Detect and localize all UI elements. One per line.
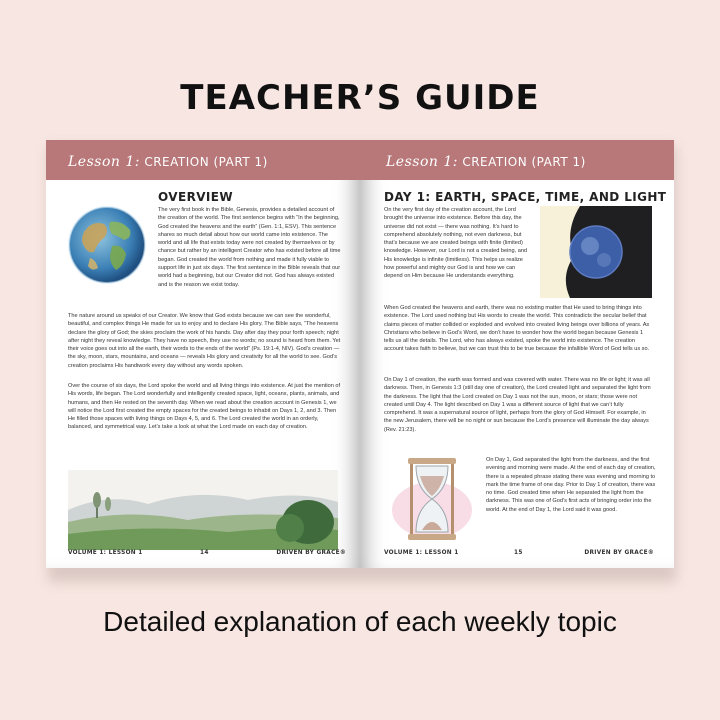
lesson-header-band	[46, 140, 360, 180]
section-title: DAY 1: EARTH, SPACE, TIME, AND LIGHT	[384, 190, 667, 204]
footer-page-number: 15	[514, 550, 523, 556]
overview-paragraph-1: The very first book in the Bible, Genesis, provides a detailed account of the creation of the world. The first sentence begins with “In the beginning, God created the heavens and the earth” (Gen. 1:1, ESV). This sentence shares so much detail about how our world came into existence. The world and all life that exists today were not created by themselves or by chance but rather by an intelligent Creator who has existed before all time began. God created the world from nothing and made it fully viable to support life in just six days. The first sentence in the Bible reveals that our world had a beginning, but our Creator did not. God has always existed and is the reason we exist today.	[158, 207, 341, 288]
headline: TEACHER’S GUIDE	[180, 78, 540, 118]
open-book	[42, 136, 678, 576]
footer-volume: VOLUME 1: LESSON 1	[384, 550, 459, 556]
landscape-watercolor	[68, 470, 338, 550]
footer-brand: DRIVEN BY GRACE®	[584, 550, 654, 556]
lesson-title: CREATION (PART 1)	[144, 155, 268, 169]
right-page	[360, 140, 674, 568]
moon-watercolor-icon	[540, 206, 652, 298]
earth-watercolor-icon	[64, 202, 150, 288]
left-page	[46, 140, 360, 568]
caption: Detailed explanation of each weekly topic	[103, 606, 617, 637]
overview-paragraph-2: The nature around us speaks of our Creator. We know that God exists because we can see the wonderful, beautiful, and complex things He made for us to enjoy and to declare His glory. The Bible says, “The heavens declare the glory of God; the skies proclaim the work of his hands. Day after day they pour forth speech; night after night they reveal knowledge. They have no speech, they use no words; no sound is heard from them. Yet their voice goes out into all the earth, their words to the ends of the world” (Ps. 19:1-4, NIV). God’s creation — the sky, moon, stars, mountains, and oceans — reveals His glory and creativity for all the world to see. God’s creation proclaims His handiwork every day without any words spoken.	[68, 313, 341, 369]
lesson-header-band	[360, 140, 674, 180]
footer-page-number: 14	[200, 550, 209, 556]
lesson-label: Lesson 1:	[68, 154, 140, 170]
day1-paragraph-3: On Day 1 of creation, the earth was formed and was covered with water. There was no life or light; it was all darkness. Then, in Genesis 1:3 (still day one of creation), the Lord created light and separated the light from the darkness. The light that the Lord created on Day 1 was not the sun, moon, or stars; those were not created until Day 4. The light described on Day 1 was a different source of light that we can’t fully comprehend. It was a supernatural source of light, perhaps from the glory of God Himself. For example, in the new Jerusalem, there will be no night or sun because the Lord’s presence will illuminate the day always (Rev. 21:23).	[384, 377, 651, 433]
footer-volume: VOLUME 1: LESSON 1	[68, 550, 143, 556]
day1-paragraph-1: On the very first day of the creation account, the Lord brought the universe into existence. Before this day, the universe did not exist — there was nothing. It’s hard to comprehend absolutely nothing, not even darkness, but that’s because we are created beings with finite (limited) knowledge. However, our Lord is not a created being, and His knowledge is infinite (limitless). This helps us realize how powerful and mighty our God is and how we can depend on Him because He understands everything.	[384, 207, 528, 280]
section-title: OVERVIEW	[158, 190, 233, 204]
hourglass-watercolor-icon	[382, 452, 482, 546]
lesson-title: CREATION (PART 1)	[462, 155, 586, 169]
overview-paragraph-3: Over the course of six days, the Lord spoke the world and all living things into existence. At just the mention of His words, life began. The Lord wonderfully and intelligently created space, light, oceans, plants, animals, and humans, and then He rested on the seventh day. When we read about the creation account in Genesis 1, we will notice the Lord first created the empty spaces for the created beings to inhabit on Days 1, 2, and 3. Then He filled those spaces with living things on Days 4, 5, and 6. The Lord created the world in an orderly, balanced, and symmetrical way. Let’s take a look at what the Lord made on each day of creation.	[68, 383, 341, 431]
lesson-label: Lesson 1:	[386, 154, 458, 170]
day1-paragraph-2: When God created the heavens and earth, there was no existing matter that He used to bring things into existence. The Lord used nothing but His words to create the world. This contradicts the secular belief that claims pieces of matter collided or exploded and evolved into created living beings over billions of years. As Christians who believe in God’s Word, we don’t have to wonder how the world began because Genesis 1 tells us all the details. The Lord, who has always existed, spoke the world into existence. The creation account takes faith to believe, but we can trust this to be true because the infallible Word of God tells us so.	[384, 305, 650, 353]
day1-paragraph-4: On Day 1, God separated the light from the darkness, and the first evening and morning were made. At the end of each day of creation, there is a repeated phrase stating there was evening and morning to mark the time frame of one day. Prior to Day 1 of creation, there was no time. God created time when He separated the light from the darkness. This was one of God’s first acts of bringing order into the world. At the end of Day 1, the Lord said it was good.	[486, 457, 656, 513]
footer-brand: DRIVEN BY GRACE®	[276, 550, 346, 556]
